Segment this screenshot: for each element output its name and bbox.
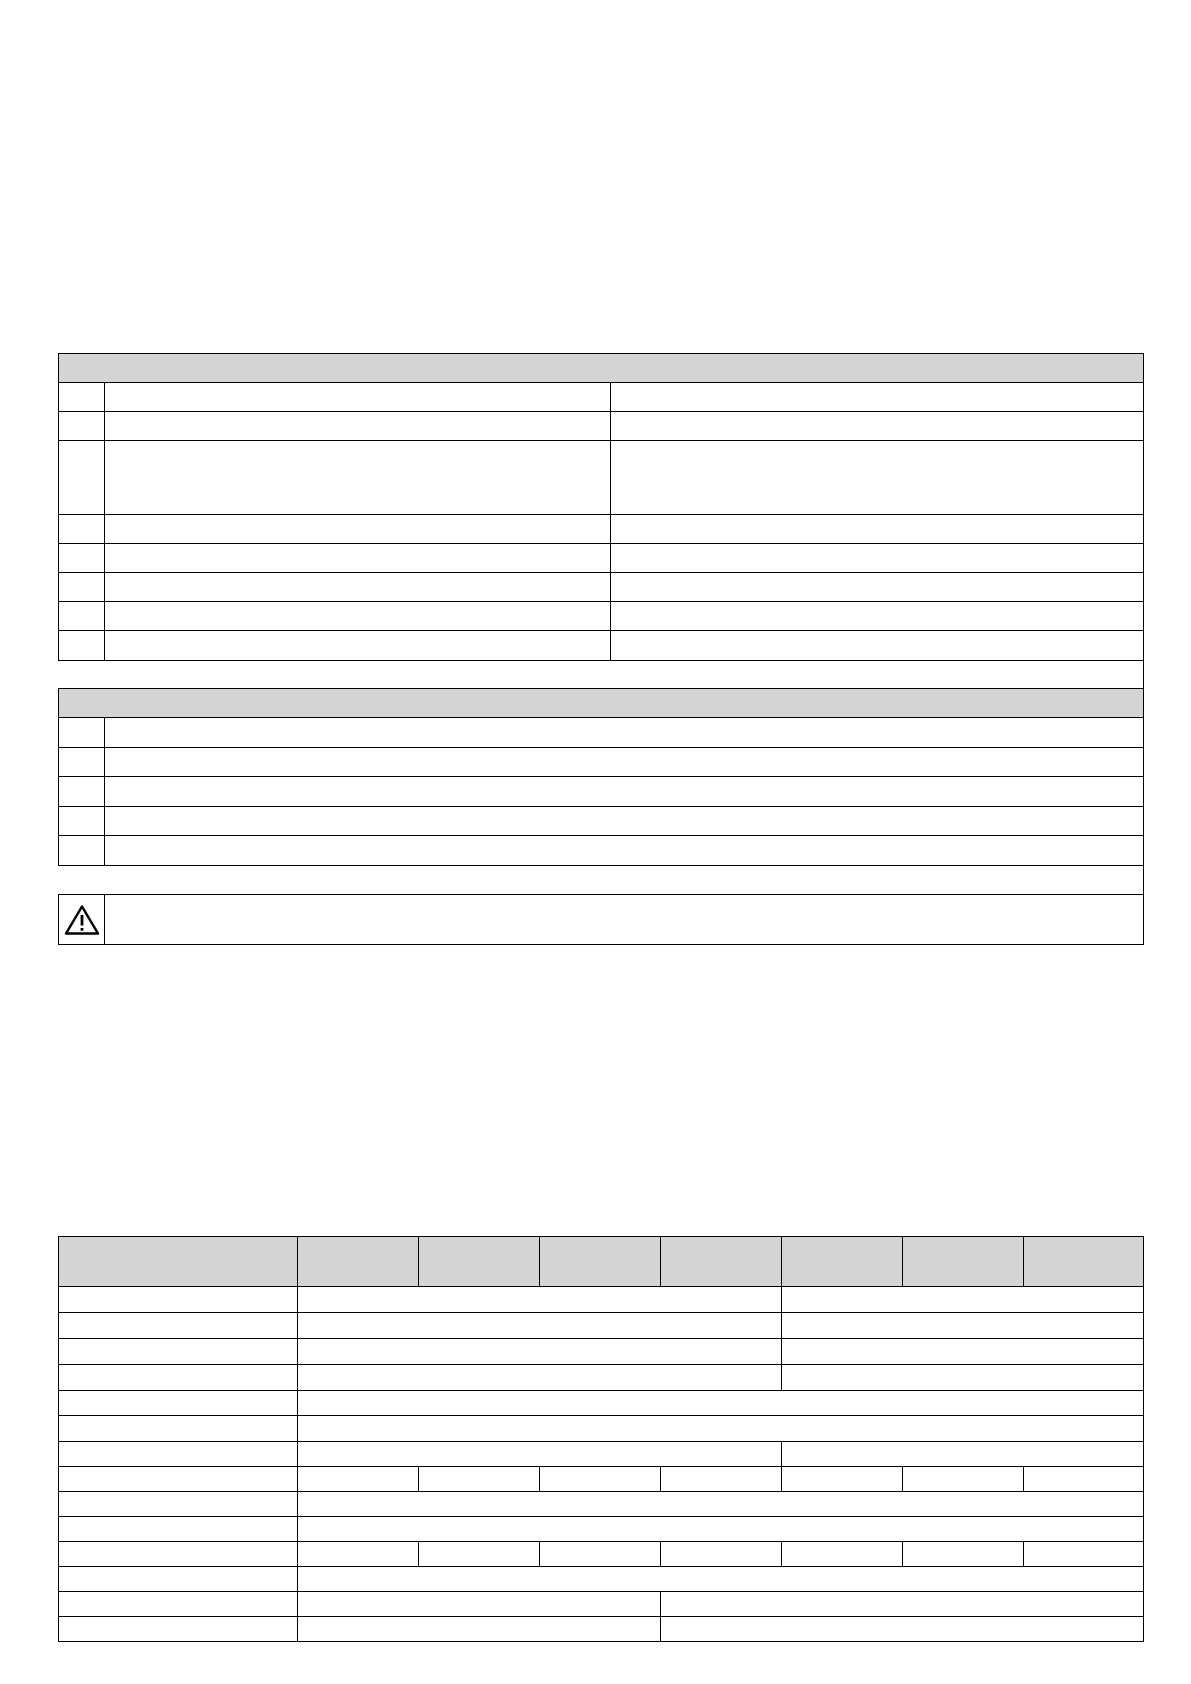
value-cell <box>1024 1542 1144 1567</box>
value-cell <box>782 1542 903 1567</box>
value-cell <box>661 1467 782 1492</box>
value-cell <box>298 1492 1144 1517</box>
value-cell <box>298 1313 782 1339</box>
row-label-cell <box>59 1617 298 1642</box>
table-row <box>59 1365 1144 1391</box>
value-cell <box>611 412 1144 441</box>
value-cell <box>782 1442 1144 1467</box>
row-label-cell <box>59 1492 298 1517</box>
item-cell <box>105 383 611 412</box>
warning-icon-cell <box>59 895 105 945</box>
value-cell <box>782 1467 903 1492</box>
table-row <box>59 1617 1144 1642</box>
table-row <box>59 441 1144 515</box>
table-row <box>59 1567 1144 1592</box>
item-cell <box>105 602 611 631</box>
value-cell <box>298 1365 782 1391</box>
spacer-cell <box>59 661 1144 689</box>
value-cell <box>419 1467 540 1492</box>
spacer-cell <box>59 866 1144 895</box>
section-2-header-row <box>59 689 1144 718</box>
row-label-cell <box>59 1467 298 1492</box>
header-cell <box>419 1237 540 1287</box>
note-cell <box>105 836 1144 866</box>
item-cell <box>105 412 611 441</box>
warning-triangle-icon <box>64 904 100 936</box>
value-cell <box>298 1339 782 1365</box>
table-row <box>59 1416 1144 1442</box>
row-number-cell <box>59 777 105 807</box>
value-cell <box>298 1287 782 1313</box>
note-cell <box>105 718 1144 748</box>
item-cell <box>105 573 611 602</box>
section-1-header <box>59 354 1144 383</box>
value-cell <box>611 544 1144 573</box>
item-cell <box>105 544 611 573</box>
value-cell <box>903 1542 1024 1567</box>
value-cell <box>661 1617 1144 1642</box>
value-cell <box>540 1467 661 1492</box>
row-label-cell <box>59 1567 298 1592</box>
table-row <box>59 836 1144 866</box>
row-number-cell <box>59 602 105 631</box>
value-cell <box>298 1592 661 1617</box>
value-cell <box>298 1442 782 1467</box>
value-cell <box>611 515 1144 544</box>
value-cell <box>298 1542 419 1567</box>
row-label-cell <box>59 1416 298 1442</box>
row-number-cell <box>59 383 105 412</box>
note-cell <box>105 748 1144 777</box>
value-cell <box>540 1542 661 1567</box>
table-row <box>59 515 1144 544</box>
row-number-cell <box>59 544 105 573</box>
table-row <box>59 718 1144 748</box>
section-1-header-row <box>59 354 1144 383</box>
table-row <box>59 1542 1144 1567</box>
table-row <box>59 573 1144 602</box>
item-cell <box>105 631 611 661</box>
value-cell <box>611 631 1144 661</box>
header-cell <box>298 1237 419 1287</box>
header-row <box>59 1237 1144 1287</box>
row-number-cell <box>59 718 105 748</box>
table-row <box>59 1517 1144 1542</box>
table-row <box>59 1391 1144 1416</box>
table-row <box>59 1492 1144 1517</box>
row-label-cell <box>59 1287 298 1313</box>
header-cell <box>782 1237 903 1287</box>
specification-list-table <box>58 353 1144 945</box>
spacer-row <box>59 866 1144 895</box>
table-row <box>59 1467 1144 1492</box>
header-cell <box>1024 1237 1144 1287</box>
value-cell <box>782 1287 1144 1313</box>
value-cell <box>782 1313 1144 1339</box>
row-label-cell <box>59 1542 298 1567</box>
value-cell <box>1024 1467 1144 1492</box>
row-number-cell <box>59 836 105 866</box>
value-cell <box>298 1416 1144 1442</box>
value-cell <box>661 1592 1144 1617</box>
table-row <box>59 631 1144 661</box>
value-cell <box>419 1542 540 1567</box>
row-number-cell <box>59 515 105 544</box>
table-row <box>59 777 1144 807</box>
table-row <box>59 1313 1144 1339</box>
value-cell <box>298 1567 1144 1592</box>
value-cell <box>611 602 1144 631</box>
header-cell <box>661 1237 782 1287</box>
note-cell <box>105 807 1144 836</box>
row-label-cell <box>59 1313 298 1339</box>
table-row <box>59 1442 1144 1467</box>
row-number-cell <box>59 573 105 602</box>
value-cell <box>611 383 1144 412</box>
value-cell <box>782 1365 1144 1391</box>
table-row <box>59 544 1144 573</box>
warning-row <box>59 895 1144 945</box>
table-row <box>59 1592 1144 1617</box>
warning-text <box>105 895 1144 945</box>
row-label-cell <box>59 1592 298 1617</box>
table-row <box>59 1339 1144 1365</box>
value-cell <box>298 1391 1144 1416</box>
row-label-cell <box>59 1365 298 1391</box>
header-cell <box>59 1237 298 1287</box>
note-cell <box>105 777 1144 807</box>
value-cell <box>782 1339 1144 1365</box>
row-number-cell <box>59 807 105 836</box>
comparison-table <box>58 1236 1144 1642</box>
value-cell <box>611 441 1144 515</box>
table-row <box>59 748 1144 777</box>
row-label-cell <box>59 1517 298 1542</box>
row-label-cell <box>59 1442 298 1467</box>
row-label-cell <box>59 1391 298 1416</box>
table-row <box>59 383 1144 412</box>
header-cell <box>540 1237 661 1287</box>
value-cell <box>298 1517 1144 1542</box>
value-cell <box>611 573 1144 602</box>
item-cell <box>105 515 611 544</box>
value-cell <box>903 1467 1024 1492</box>
row-number-cell <box>59 441 105 515</box>
spacer-row <box>59 661 1144 689</box>
table-row <box>59 807 1144 836</box>
value-cell <box>661 1542 782 1567</box>
section-2-header <box>59 689 1144 718</box>
table-row <box>59 1287 1144 1313</box>
value-cell <box>298 1617 661 1642</box>
header-cell <box>903 1237 1024 1287</box>
table-row <box>59 412 1144 441</box>
table-row <box>59 602 1144 631</box>
value-cell <box>298 1467 419 1492</box>
row-number-cell <box>59 631 105 661</box>
row-label-cell <box>59 1339 298 1365</box>
row-number-cell <box>59 412 105 441</box>
item-cell <box>105 441 611 515</box>
row-number-cell <box>59 748 105 777</box>
